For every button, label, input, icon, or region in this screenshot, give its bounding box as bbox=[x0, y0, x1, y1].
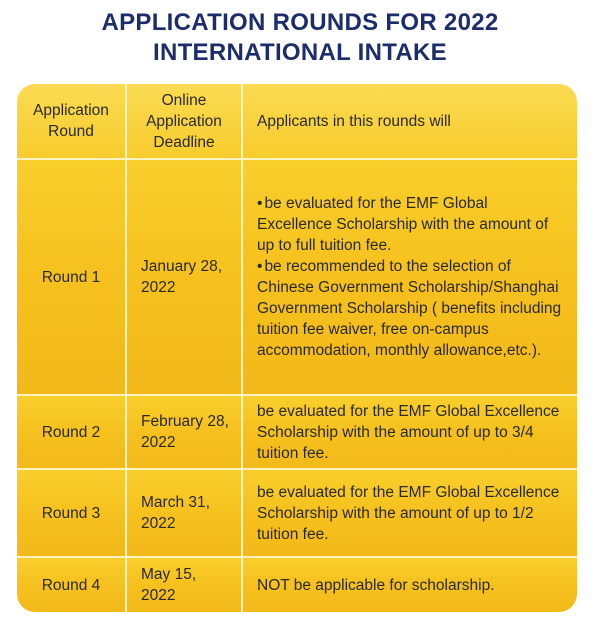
round-1-deadline: January 28, 2022 bbox=[127, 160, 243, 396]
round-4-details: NOT be applicable for scholarship. bbox=[243, 558, 577, 612]
header-application-round: Application Round bbox=[17, 84, 127, 160]
list-item: • be recommended to the selection of Chinese Government Scholarship/Shanghai Government Scholarship ( benefits including tuition fee waiver, free on-campus accommodation, monthly allowance,etc.). bbox=[257, 258, 562, 359]
application-rounds-table bbox=[17, 84, 577, 612]
round-2-deadline: February 28, 2022 bbox=[127, 396, 243, 470]
round-3-deadline: March 31, 2022 bbox=[127, 470, 243, 558]
header-deadline: Online Application Deadline bbox=[127, 84, 243, 160]
page-title-line-1: APPLICATION ROUNDS FOR 2022 bbox=[101, 9, 499, 36]
round-3-label: Round 3 bbox=[17, 470, 127, 558]
round-3-details: be evaluated for the EMF Global Excellence Scholarship with the amount of up to 1/2 tuition fee. bbox=[243, 470, 577, 558]
round-1-label: Round 1 bbox=[17, 160, 127, 396]
list-item: • be evaluated for the EMF Global Excellence Scholarship with the amount of up to full tuition fee. bbox=[257, 195, 549, 254]
bullet-icon: • bbox=[257, 195, 263, 212]
round-1-details bbox=[243, 160, 577, 396]
round-1-bullet-list bbox=[257, 193, 563, 361]
round-4-deadline: May 15, 2022 bbox=[127, 558, 243, 612]
page-title bbox=[0, 8, 600, 68]
bullet-icon: • bbox=[257, 258, 263, 275]
page-title-line-2: INTERNATIONAL INTAKE bbox=[153, 39, 447, 66]
round-2-label: Round 2 bbox=[17, 396, 127, 470]
round-2-details: be evaluated for the EMF Global Excellence Scholarship with the amount of up to 3/4 tuition fee. bbox=[243, 396, 577, 470]
header-details: Applicants in this rounds will bbox=[243, 84, 577, 160]
round-4-label: Round 4 bbox=[17, 558, 127, 612]
